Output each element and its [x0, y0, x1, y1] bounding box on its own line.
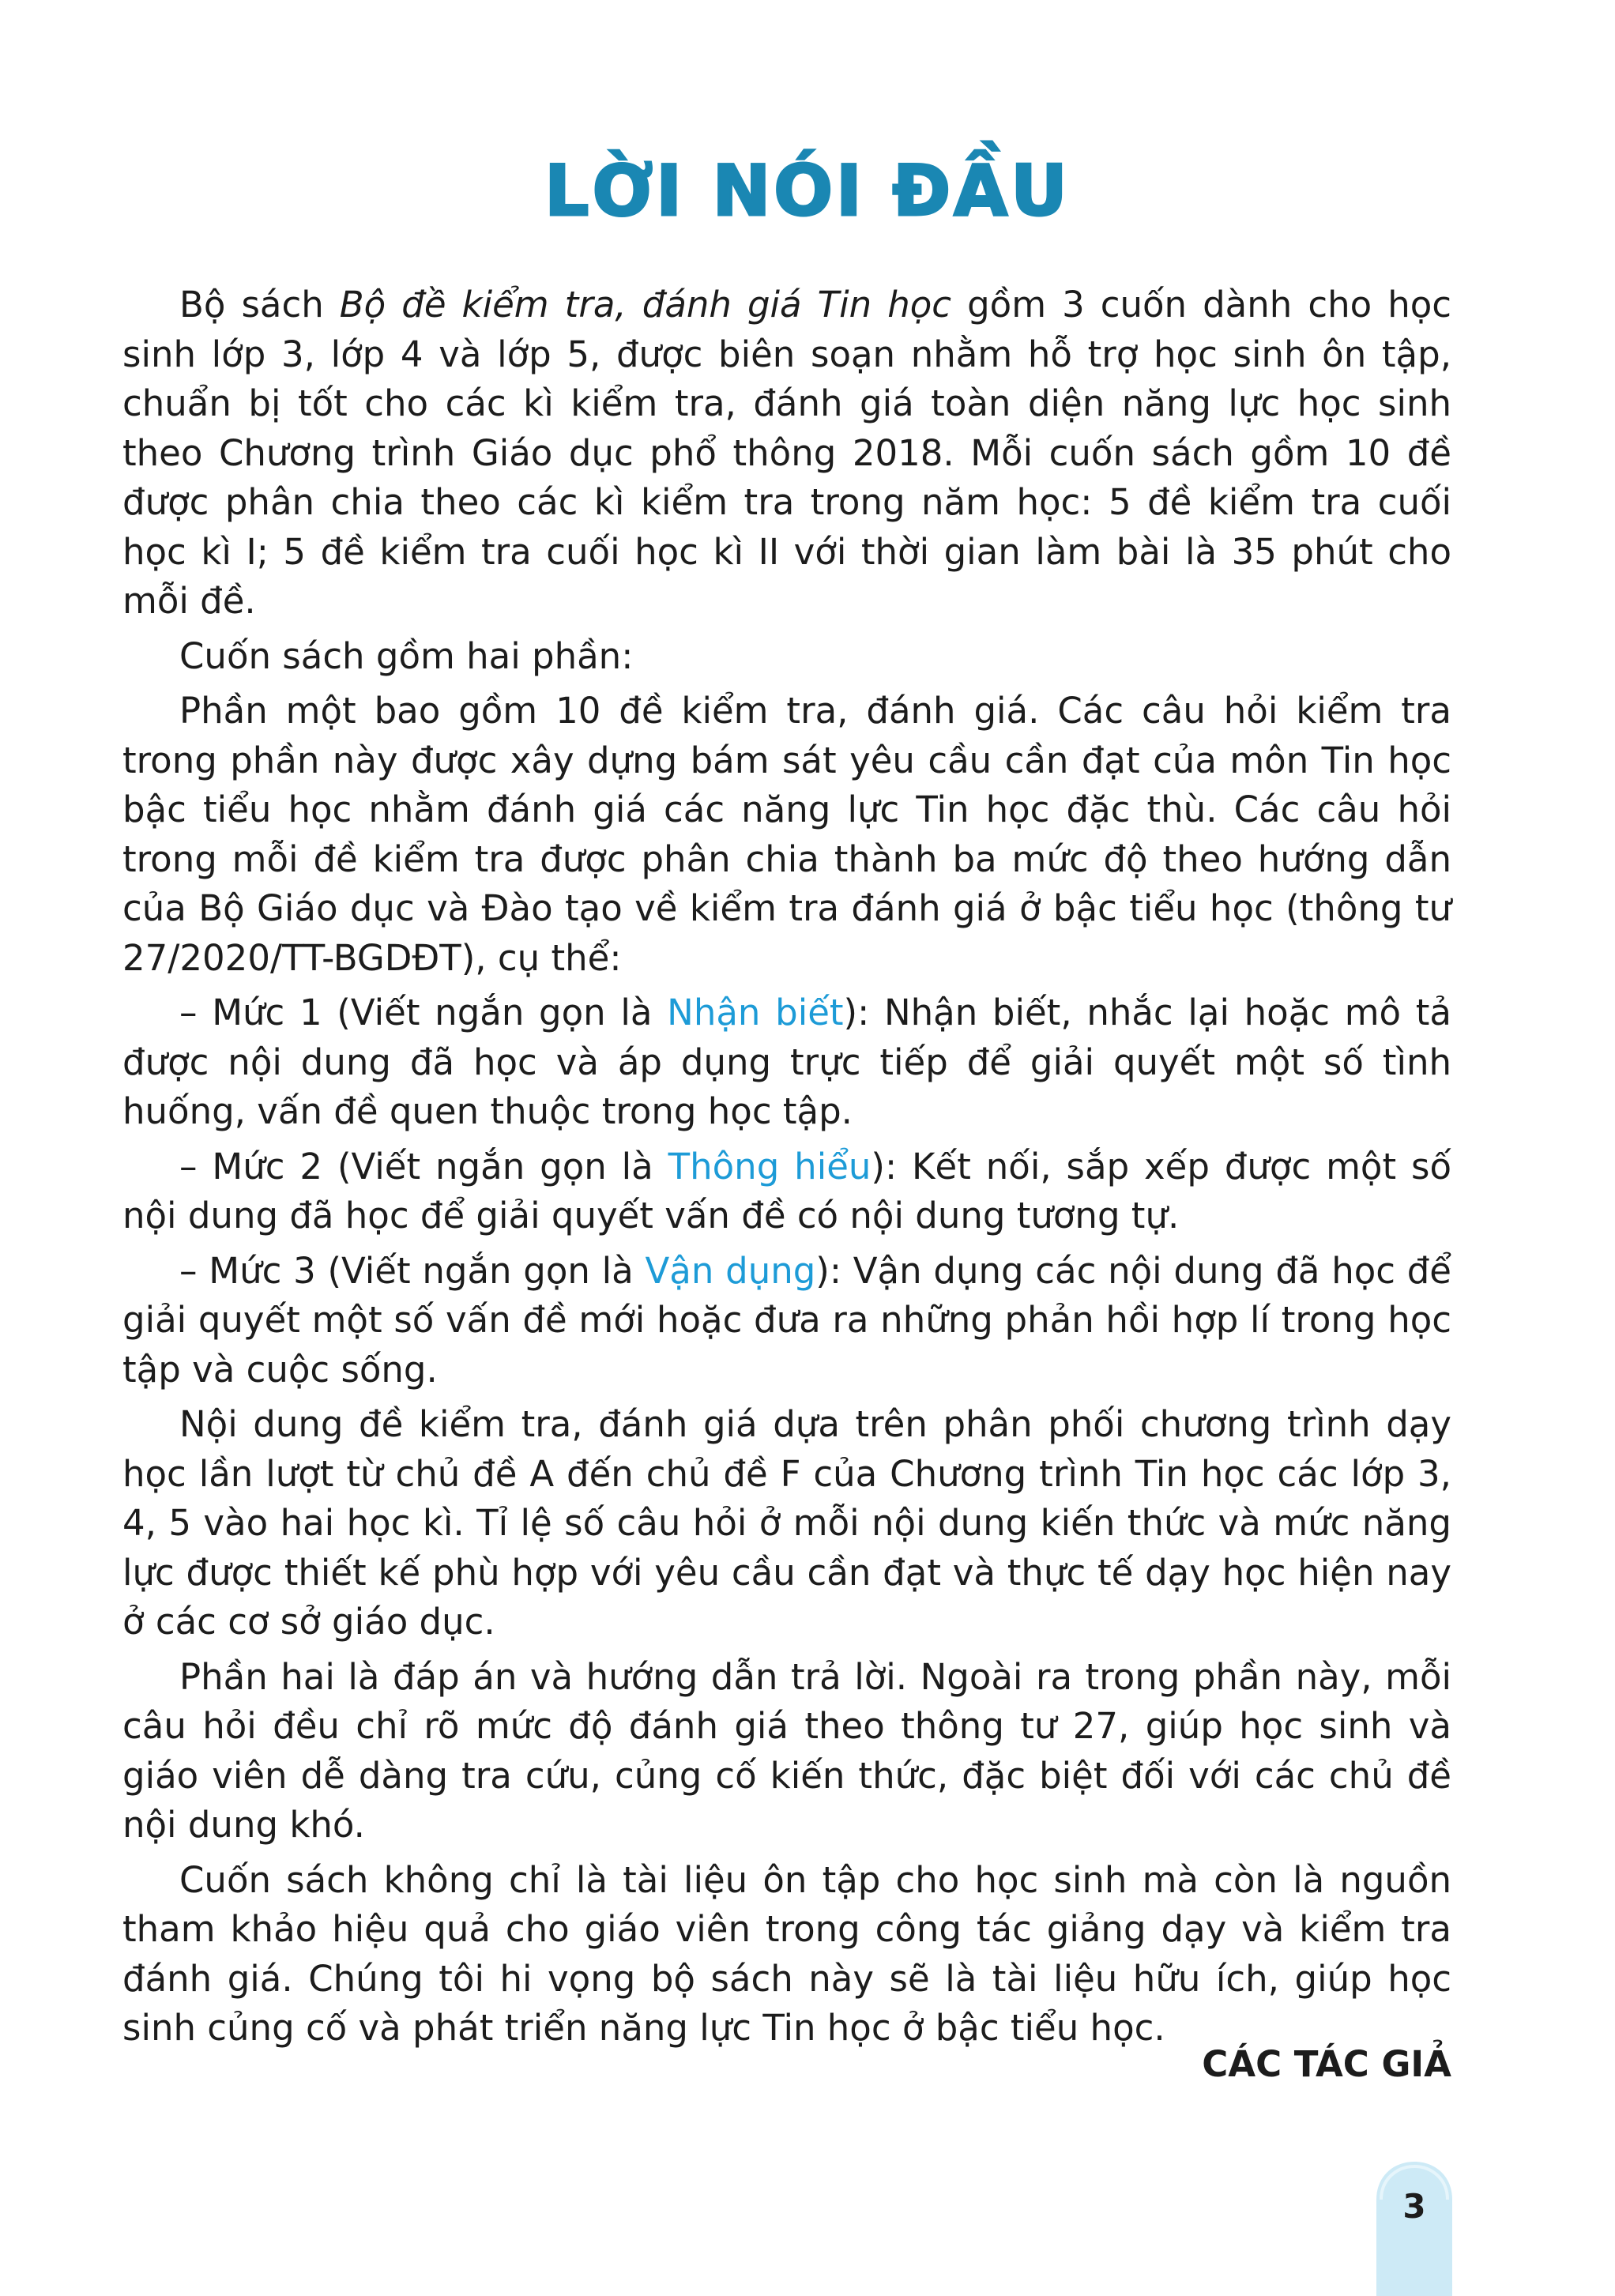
paragraph-intro-start: Bộ sách: [179, 284, 340, 326]
level-1-intro: – Mức 1 (Viết ngắn gọn là: [179, 992, 668, 1033]
level-1-term: Nhận biết: [667, 992, 844, 1033]
level-3-item: [122, 1247, 1451, 1395]
level-1-item: [122, 988, 1451, 1137]
level-3-term: Vận dụng: [645, 1249, 816, 1292]
paragraph-intro-rest: gồm 3 cuốn dành cho học sinh lớp 3, lớp 4 và lớp 5, được biên soạn nhằm hỗ trợ học sinh ôn tập, chuẩn bị tốt cho các kì kiểm tra, đánh giá toàn diện năng lực học sinh theo Chương trình Giáo dục phổ thông 2018. Mỗi cuốn sách gồm 10 đề được phân chia theo các kì kiểm tra trong năm học: 5 đề kiểm tra cuối học kì I; 5 đề kiểm tra cuối học kì II với thời gian làm bài là 35 phút cho mỗi đề.: [122, 284, 1451, 622]
paragraph-closing: Cuốn sách không chỉ là tài liệu ôn tập cho học sinh mà còn là nguồn tham khảo hiệu quả cho giáo viên trong công tác giảng dạy và kiểm tra đánh giá. Chúng tôi hi vọng bộ sách này sẽ là tài liệu hữu ích, giúp học sinh củng cố và phát triển năng lực Tin học ở bậc tiểu học.: [122, 1858, 1451, 2049]
page-title: LỜI NÓI ĐẦU: [544, 150, 1071, 231]
preface-body: [122, 280, 1451, 2059]
level-2-term: Thông hiểu: [668, 1145, 871, 1188]
paragraph-structure: Cuốn sách gồm hai phần:: [179, 634, 634, 677]
paragraph-part-one: Phần một bao gồm 10 đề kiểm tra, đánh giá. Các câu hỏi kiểm tra trong phần này được xây dựng bám sát yêu cầu cần đạt của môn Tin học bậc tiểu học nhằm đánh giá các năng lực Tin học đặc thù. Các câu hỏi trong mỗi đề kiểm tra được phân chia thành ba mức độ theo hướng dẫn của Bộ Giáo dục và Đào tạo về kiểm tra đánh giá ở bậc tiểu học (thông tư 27/2020/TT-BGDĐT), cụ thể:: [122, 690, 1451, 979]
book-title: Bộ đề kiểm tra, đánh giá Tin học: [339, 284, 952, 326]
paragraph-intro: [122, 280, 1451, 627]
level-1-description: ): Nhận biết, nhắc lại hoặc mô tả được nội dung đã học và áp dụng trực tiếp để giải quyết một số tình huống, vấn đề quen thuộc trong học tập.: [122, 992, 1451, 1132]
page-tab-shape: [1376, 2162, 1452, 2296]
page-number: 3: [1402, 2187, 1426, 2226]
level-2-description: ): Kết nối, sắp xếp được một số nội dung đã học để giải quyết vấn đề có nội dung tương tự.: [122, 1145, 1451, 1236]
paragraph-content-distribution: Nội dung đề kiểm tra, đánh giá dựa trên phân phối chương trình dạy học lần lượt từ chủ đề A đến chủ đề F của Chương trình Tin học các lớp 3, 4, 5 vào hai học kì. Tỉ lệ số câu hỏi ở mỗi nội dung kiến thức và mức năng lực được thiết kế phù hợp với yêu cầu cần đạt và thực tế dạy học hiện nay ở các cơ sở giáo dục.: [122, 1403, 1451, 1643]
level-2-intro: – Mức 2 (Viết ngắn gọn là: [179, 1145, 668, 1188]
paragraph-part-two: Phần hai là đáp án và hướng dẫn trả lời. Ngoài ra trong phần này, mỗi câu hỏi đều chỉ rõ mức độ đánh giá theo thông tư 27, giúp học sinh và giáo viên dễ dàng tra cứu, củng cố kiến thức, đặc biệt đối với các chủ đề nội dung khó.: [122, 1655, 1451, 1846]
level-3-intro: – Mức 3 (Viết ngắn gọn là: [179, 1249, 646, 1292]
level-2-item: [122, 1142, 1451, 1241]
level-3-description: ): Vận dụng các nội dung đã học để giải quyết một số vấn đề mới hoặc đưa ra những phản hồi hợp lí trong học tập và cuộc sống.: [122, 1249, 1451, 1391]
author-signature: CÁC TÁC GIẢ: [1202, 2043, 1451, 2085]
page-number-tab: [1376, 2162, 1452, 2296]
